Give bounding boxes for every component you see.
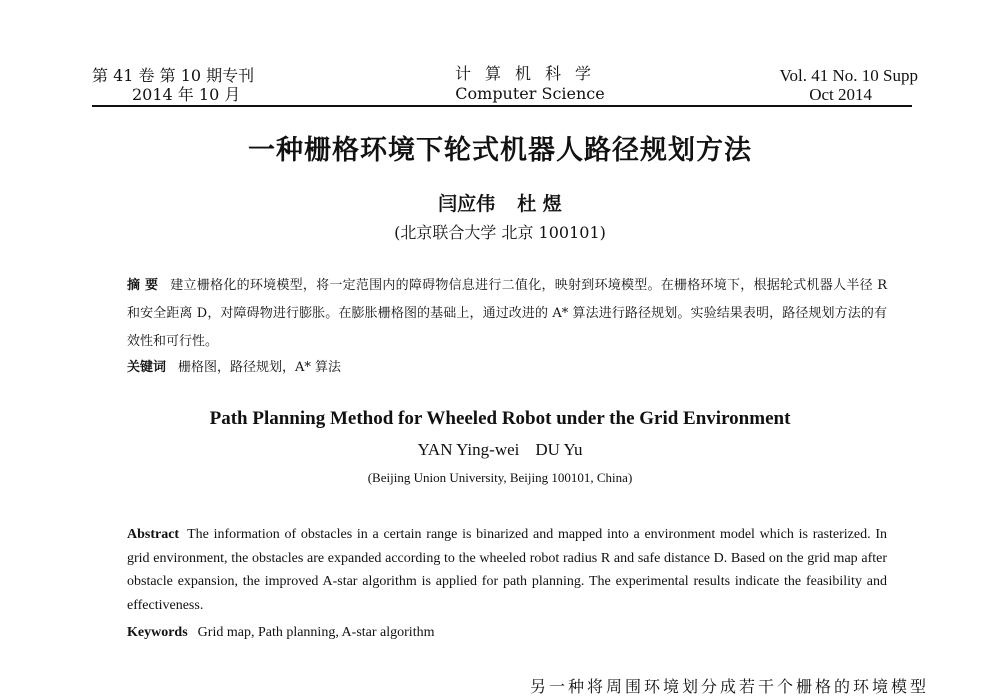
affiliation-cn: (北京联合大学 北京 100101) [394, 223, 606, 242]
keywords-en [127, 625, 887, 641]
abstract-cn [127, 272, 887, 356]
header-volume-info [92, 66, 254, 104]
paper-title-en: Path Planning Method for Wheeled Robot under the Grid Environment [209, 408, 791, 429]
authors-cn [0, 189, 1000, 216]
author-en-2: DU Yu [535, 440, 583, 459]
abstract-label-cn: 摘 要 [127, 278, 159, 293]
header-rule [92, 105, 912, 107]
journal-name-en: Computer Science [455, 84, 605, 103]
date-cn: 2014 年 10 月 [132, 85, 241, 104]
header-volume-info-en [700, 66, 918, 104]
keywords-label-en: Keywords [127, 625, 188, 640]
abstract-text-en: The information of obstacles in a certain range is binarized and mapped into a environment model which is rasterized. In grid environment, the obstacles are expanded according to the wheeled robot radius R and safe distance D. Based on the grid map after obstacle expansion, the improved A-star algorithm is applied for path planning. The experimental results indicate the feasibility and effectiveness. [127, 527, 887, 613]
journal-name-cn: 计算机科学 [454, 64, 605, 83]
keywords-label-cn: 关键词 [127, 360, 167, 375]
author-en-1: YAN Ying-wei [417, 440, 520, 459]
paper-title-cn: 一种栅格环境下轮式机器人路径规划方法 [248, 135, 752, 166]
author-cn-2: 杜 煜 [517, 193, 562, 215]
volume-cn: 第 41 卷 第 10 期专刊 [92, 66, 255, 85]
abstract-label-en: Abstract [127, 527, 180, 542]
abstract-text-cn: 建立栅格化的环境模型，将一定范围内的障碍物信息进行二值化，映射到环境模型。在栅格环境下，根据轮式机器人半径 R 和安全距离 D，对障碍物进行膨胀。在膨胀栅格图的基础上，通过改进的 A* 算法进行路径规划。实验结果表明，路径规划方法的有效性和可行性。 [127, 278, 887, 349]
journal-name [420, 64, 640, 104]
keywords-text-en: Grid map, Path planning, A-star algorithm [197, 625, 435, 640]
abstract-en [127, 523, 887, 617]
body-text-fragment: 另一种将周围环境划分成若干个栅格的环境模型 [530, 677, 930, 696]
keywords-text-cn: 栅格图，路径规划，A* 算法 [178, 360, 342, 375]
author-cn-1: 闫应伟 [438, 193, 496, 215]
authors-en [0, 440, 1000, 460]
affiliation-en: (Beijing Union University, Beijing 100101, China) [367, 470, 633, 485]
volume-en: Vol. 41 No. 10 Supp [779, 66, 918, 85]
date-en: Oct 2014 [809, 85, 872, 104]
keywords-cn [127, 356, 887, 375]
